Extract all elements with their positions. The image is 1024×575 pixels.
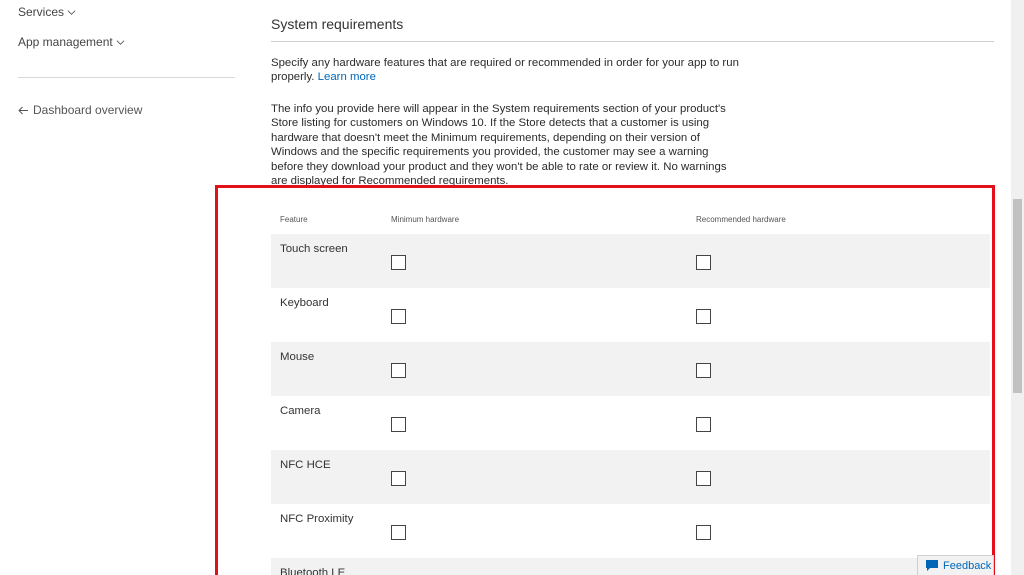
feature-label: Bluetooth LE bbox=[280, 567, 346, 575]
feature-label: Camera bbox=[280, 405, 321, 417]
recommended-checkbox-nfc-hce[interactable] bbox=[696, 471, 711, 486]
nav-divider bbox=[18, 77, 235, 78]
header-feature: Feature bbox=[280, 215, 308, 224]
table-row bbox=[271, 450, 990, 504]
feedback-button[interactable] bbox=[917, 555, 994, 575]
table-header bbox=[271, 208, 990, 234]
minimum-checkbox-nfc-hce[interactable] bbox=[391, 471, 406, 486]
table-row bbox=[271, 558, 990, 575]
chevron-down-icon bbox=[116, 38, 125, 47]
dashboard-overview-link[interactable] bbox=[18, 103, 142, 117]
header-recommended: Recommended hardware bbox=[696, 215, 786, 224]
minimum-checkbox-nfc-proximity[interactable] bbox=[391, 525, 406, 540]
scrollbar-thumb[interactable] bbox=[1013, 199, 1022, 393]
nav-services[interactable] bbox=[18, 5, 76, 19]
table-row bbox=[271, 342, 990, 396]
recommended-checkbox-touch-screen[interactable] bbox=[696, 255, 711, 270]
speech-bubble-icon bbox=[926, 560, 938, 571]
nav-app-management-label: App management bbox=[18, 35, 113, 49]
minimum-checkbox-touch-screen[interactable] bbox=[391, 255, 406, 270]
feature-label: Keyboard bbox=[280, 297, 329, 309]
intro-text: Specify any hardware features that are required or recommended in order for your app to run properly. bbox=[271, 57, 739, 84]
feature-label: Mouse bbox=[280, 351, 315, 363]
learn-more-link[interactable]: Learn more bbox=[317, 71, 376, 84]
arrow-left-icon bbox=[18, 106, 29, 115]
intro-paragraph bbox=[271, 56, 741, 85]
recommended-checkbox-nfc-proximity[interactable] bbox=[696, 525, 711, 540]
feature-label: Touch screen bbox=[280, 243, 348, 255]
minimum-checkbox-mouse[interactable] bbox=[391, 363, 406, 378]
table-row bbox=[271, 504, 990, 558]
section-divider bbox=[271, 41, 994, 42]
vertical-scrollbar[interactable] bbox=[1011, 0, 1024, 575]
minimum-checkbox-camera[interactable] bbox=[391, 417, 406, 432]
section-title: System requirements bbox=[271, 16, 404, 32]
feature-label: NFC Proximity bbox=[280, 513, 354, 525]
recommended-checkbox-camera[interactable] bbox=[696, 417, 711, 432]
dashboard-overview-label: Dashboard overview bbox=[33, 103, 143, 117]
recommended-checkbox-keyboard[interactable] bbox=[696, 309, 711, 324]
minimum-checkbox-keyboard[interactable] bbox=[391, 309, 406, 324]
nav-app-management[interactable] bbox=[18, 35, 125, 49]
feedback-label: Feedback bbox=[943, 559, 992, 572]
header-minimum: Minimum hardware bbox=[391, 215, 460, 224]
requirements-table bbox=[271, 208, 990, 575]
nav-services-label: Services bbox=[18, 5, 65, 19]
table-row bbox=[271, 288, 990, 342]
table-row bbox=[271, 396, 990, 450]
feature-label: NFC HCE bbox=[280, 459, 331, 471]
info-paragraph: The info you provide here will appear in the System requirements section of your product's Store listing for customers on Windows 10. If the Store detects that a customer is using hardware that doesn't meet the Minimum requirements, depending on their version of Windows and the specific requirements you provided, the customer may see a warning before they download your product and they won't be able to rate or review it. No warnings are displayed for Recommended requirements. bbox=[271, 103, 727, 188]
chevron-down-icon bbox=[67, 8, 76, 17]
recommended-checkbox-mouse[interactable] bbox=[696, 363, 711, 378]
table-row bbox=[271, 234, 990, 288]
